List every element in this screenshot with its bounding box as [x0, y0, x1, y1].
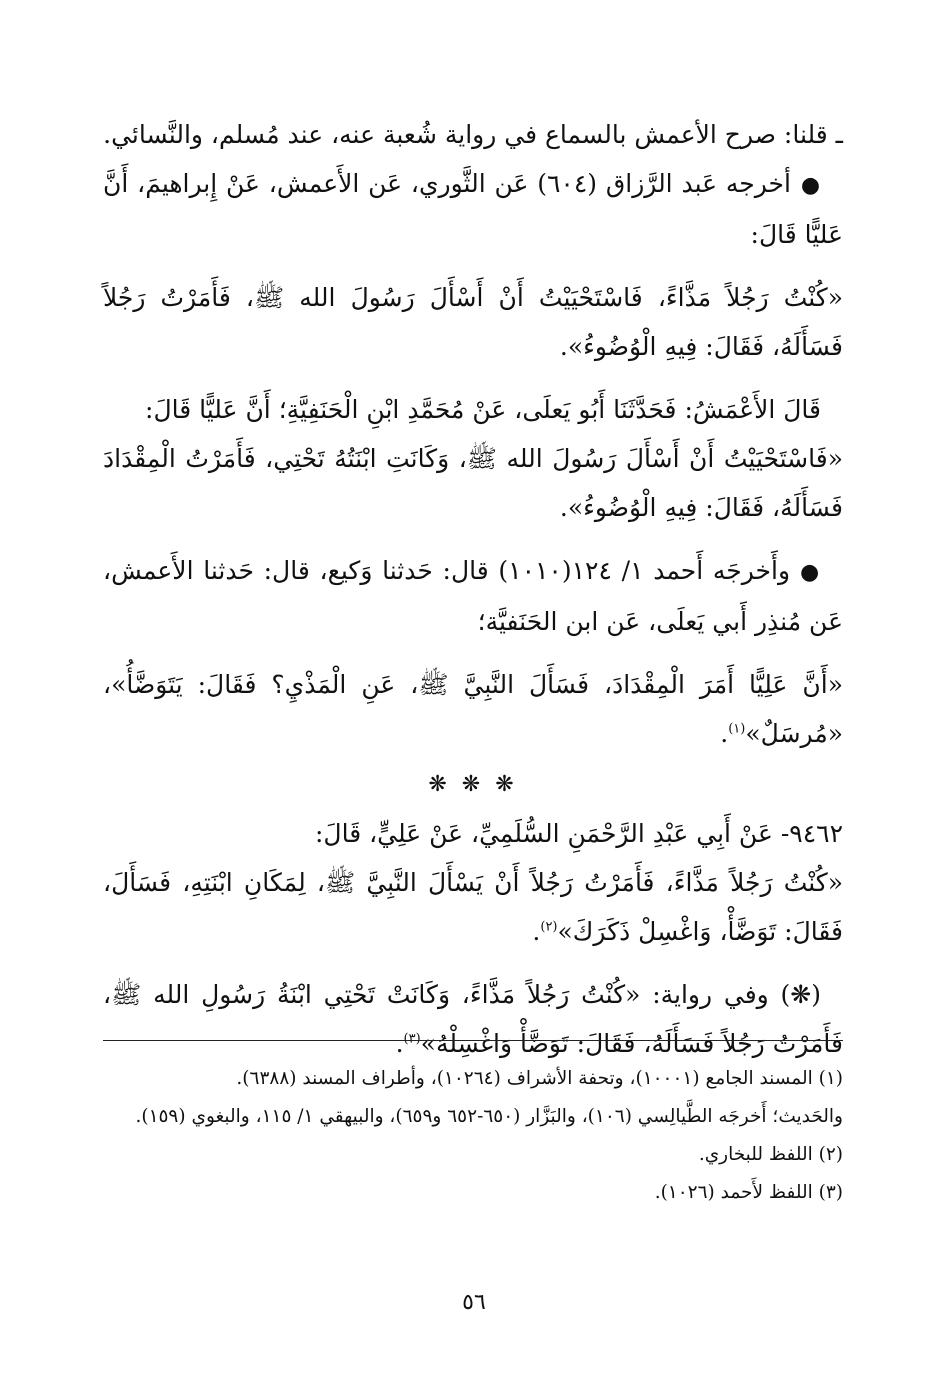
hadith-quote: «فَاسْتَحْيَيْتُ أَنْ أَسْأَلَ رَسُولَ الله ﷺ، وَكَانَتِ ابْنَتُهُ تَحْتِي، فَأَمَرْتُ الْمِقْدَادَ فَسَأَلَهُ، فَقَالَ: فِيهِ الْوُضُوءُ». [103, 444, 843, 522]
hadith-text: «أَنَّ عَلِيًّا أَمَرَ الْمِقْدَادَ، فَسَأَلَ النَّبِيَّ ﷺ، عَنِ الْمَذْيِ؟ فَقَالَ: يَتَوَضَّأُ»، «مُرسَلٌ» [103, 670, 843, 748]
hadith-riwaya [103, 970, 843, 1068]
footnote-2: (٢) اللفظ للبخاري. [698, 1144, 843, 1165]
paragraph-isnad: قَالَ الأَعْمَشُ: فَحَدَّثَنَا أَبُو يَعلَى، عَنْ مُحَمَّدِ ابْنِ الْحَنَفِيَّةِ؛ أَنَّ عَليًّا قَالَ: [145, 395, 821, 424]
footnote-separator [103, 1040, 843, 1041]
hadith-quote [103, 858, 843, 956]
paragraph-takhrij-abdurrazzaq [103, 159, 843, 259]
hadith-text: «كُنْتُ رَجُلاً مَذَّاءً، فَأَمَرْتُ رَجُلاً أَنْ يَسْأَلَ النَّبِيَّ ﷺ، لِمَكَانِ ابْنَتِهِ، فَسَأَلَ، فَقَالَ: تَوَضَّأْ، وَاغْسِلْ ذَكَرَكَ» [103, 868, 843, 946]
hadith-quote [103, 660, 843, 758]
takhrij-text: وأَخرجَه أَحمد ١/ ١٢٤(١٠١٠) قال: حَدثنا وَكيع، قال: حَدثنا الأَعمش، عَن مُنذِر أَبي يَعلَى، عَن ابن الحَنَفيَّة؛ [103, 556, 843, 636]
period: . [395, 1029, 404, 1058]
footnotes [103, 1063, 843, 1215]
footnote-1-continued: والحَديث؛ أَخرجَه الطَّيالِسي (١٠٦)، والبَزَّار (٦٥٠-٦٥٢ و٦٥٩)، والبيهقي ١/ ١١٥، والبغوي (١٥٩). [135, 1106, 843, 1127]
section-divider-stars: ❋ ❋ ❋ [428, 772, 518, 797]
page-number: ٥٦ [462, 1290, 486, 1315]
bullet-icon: ● [800, 560, 821, 585]
hadith-heading: ٩٤٦٢- عَنْ أَبِي عَبْدِ الرَّحْمَنِ السُّلَمِيِّ، عَنْ عَلِيٍّ، قَالَ: [314, 819, 843, 848]
period: . [532, 917, 541, 946]
footnote-1: (١) المسند الجامع (١٠٠٠١)، وتحفة الأشراف (١٠٢٦٤)، وأطراف المسند (٦٣٨٨). [236, 1068, 843, 1089]
footnote-3: (٣) اللفظ لأَحمد (١٠٢٦). [654, 1182, 843, 1203]
main-text [103, 110, 843, 1068]
footnote-ref: (٣) [403, 1031, 421, 1047]
footnote-ref: (٢) [540, 919, 558, 935]
takhrij-text: أخرجه عَبد الرَّزاق (٦٠٤) عَن الثَّوري، عَن الأَعمش، عَنْ إِبراهيمَ، أَنَّ عَليًّا قَالَ: [103, 169, 843, 249]
hadith-quote: «كُنْتُ رَجُلاً مَذَّاءً، فَاسْتَحْيَيْتُ أَنْ أَسْأَلَ رَسُولَ الله ﷺ، فَأَمَرْتُ رَجُلاً فَسَأَلَهُ، فَقَالَ: فِيهِ الْوُضُوءُ». [103, 283, 843, 361]
bullet-icon: ● [800, 173, 821, 198]
period: . [720, 719, 729, 748]
hadith-text: (❋) وفي رواية: «كُنْتُ رَجُلاً مَذَّاءً، وَكَانَتْ تَحْتِي ابْنَةُ رَسُولِ الله ﷺ، فَأَمَرْتُ رَجُلاً فَسَأَلَهُ، فَقَالَ: تَوَضَّأْ وَاغْسِلْهُ» [103, 980, 843, 1058]
footnote-ref: (١) [728, 721, 746, 737]
paragraph-note: ـ قلنا: صرح الأعمش بالسماع في رواية شُعبة عنه، عند مُسلم، والنَّسائي. [103, 120, 843, 149]
paragraph-takhrij-ahmad [103, 546, 843, 646]
